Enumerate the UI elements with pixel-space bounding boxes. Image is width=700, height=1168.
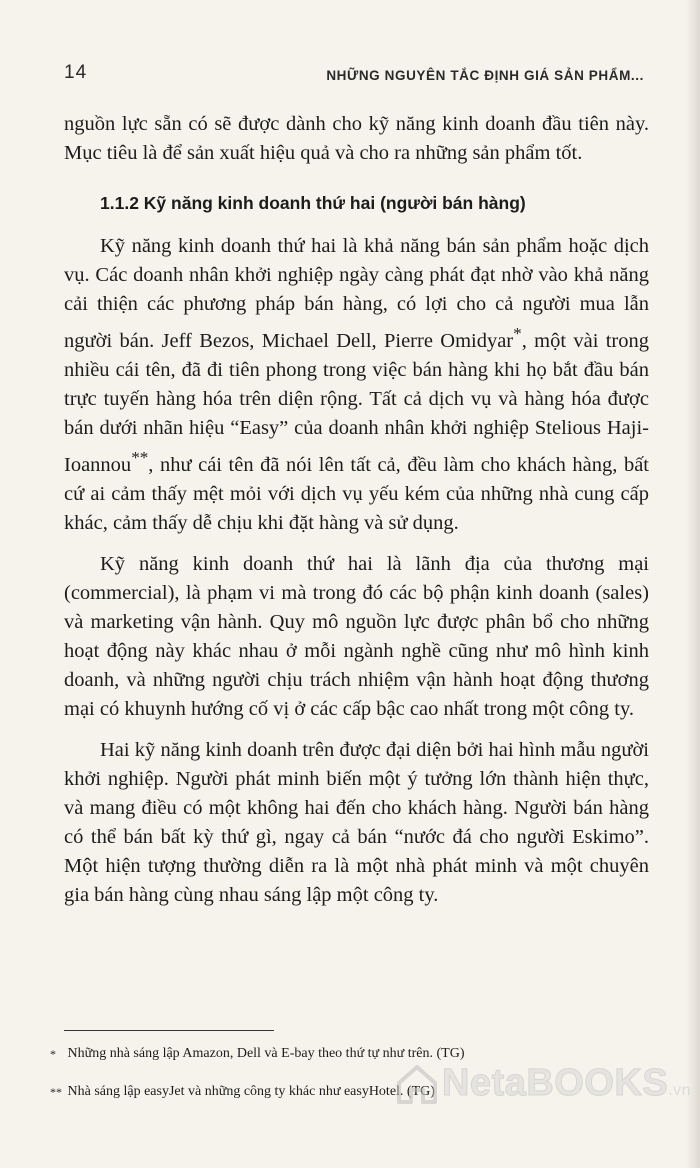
watermark-suffix: .vn — [668, 1082, 692, 1099]
footnote-ref-2: ** — [131, 447, 149, 467]
paragraph-continued: nguồn lực sẵn có sẽ được dành cho kỹ năng kinh doanh đầu tiên này. Mục tiêu là để sản xuất hiệu quả và cho ra những sản phẩm tốt. — [64, 113, 649, 164]
footnote-text: Nhà sáng lập easyJet và những công ty khác như easyHotel. (TG) — [67, 1084, 435, 1099]
page-number: 14 — [64, 62, 88, 83]
page-body — [64, 110, 649, 922]
watermark-brand-text: NetaBOOKS — [442, 1062, 669, 1104]
paragraph-1 — [64, 232, 649, 538]
paragraph-1-part-a: Kỹ năng kinh doanh thứ hai là khả năng bán sản phẩm hoặc dịch vụ. Các doanh nhân khởi nghiệp ngày càng phát đạt nhờ vào khả năng cải thiện các phương pháp bán hàng, có lợi cho cả người mua lẫn người bán. Jeff Bezos, Michael Dell, Pierre Omidyar — [64, 235, 649, 352]
watermark-brand — [442, 1062, 691, 1105]
paragraph-1-part-b: , một vài trong nhiều cái tên, đã đi tiên phong trong việc bán hàng khi họ bắt đầu bán trực tuyến hàng hóa trên diện rộng. Tất cả dịch vụ và hàng hóa được bán dưới nhãn hiệu “Easy” của doanh nhân khởi nghiệp Stelious Haji-Ioannou — [64, 329, 649, 476]
footnote-text: Những nhà sáng lập Amazon, Dell và E-bay theo thứ tự như trên. (TG) — [67, 1046, 465, 1061]
house-logo-icon — [396, 1064, 438, 1106]
footnote-divider — [64, 1030, 274, 1031]
section-heading: 1.1.2 Kỹ năng kinh doanh thứ hai (người bán hàng) — [100, 193, 526, 213]
paragraph-1-part-c: , như cái tên đã nói lên tất cả, đều làm cho khách hàng, bất cứ ai cảm thấy mệt mỏi với dịch vụ yếu kém của những nhà cung cấp khác, cảm thấy dễ chịu khi đặt hàng và sử dụng. — [64, 453, 649, 534]
paragraph-3: Hai kỹ năng kinh doanh trên được đại diện bởi hai hình mẫu người khởi nghiệp. Người phát minh biến một ý tưởng lớn thành hiện thực, và mang điều có một không hai đến cho khách hàng. Người bán hàng có thể bán bất kỳ thứ gì, ngay cả bán “nước đá cho người Eskimo”. Một hiện tượng thường diễn ra là một nhà phát minh và một chuyên gia bán hàng cùng nhau sáng lập một công ty. — [64, 738, 649, 906]
page-edge-shadow — [686, 0, 700, 1168]
footnote-mark: ** — [50, 1085, 62, 1099]
footnote-mark: * — [50, 1047, 56, 1061]
paragraph-2: Kỹ năng kinh doanh thứ hai là lãnh địa của thương mại (commercial), là phạm vi mà trong đó các bộ phận kinh doanh (sales) và marketing vận hành. Quy mô nguồn lực được phân bổ cho những hoạt động này khác nhau ở mỗi ngành nghề cũng như mô hình kinh doanh, và những người chịu trách nhiệm vận hành hoạt động thương mại có khuynh hướng cố vị ở các cấp bậc cao nhất trong một công ty. — [64, 552, 649, 720]
running-title: NHỮNG NGUYÊN TẮC ĐỊNH GIÁ SẢN PHẨM... — [326, 68, 644, 83]
watermark — [396, 1058, 696, 1118]
footnote-ref-1: * — [513, 324, 522, 343]
page-header — [64, 60, 644, 90]
